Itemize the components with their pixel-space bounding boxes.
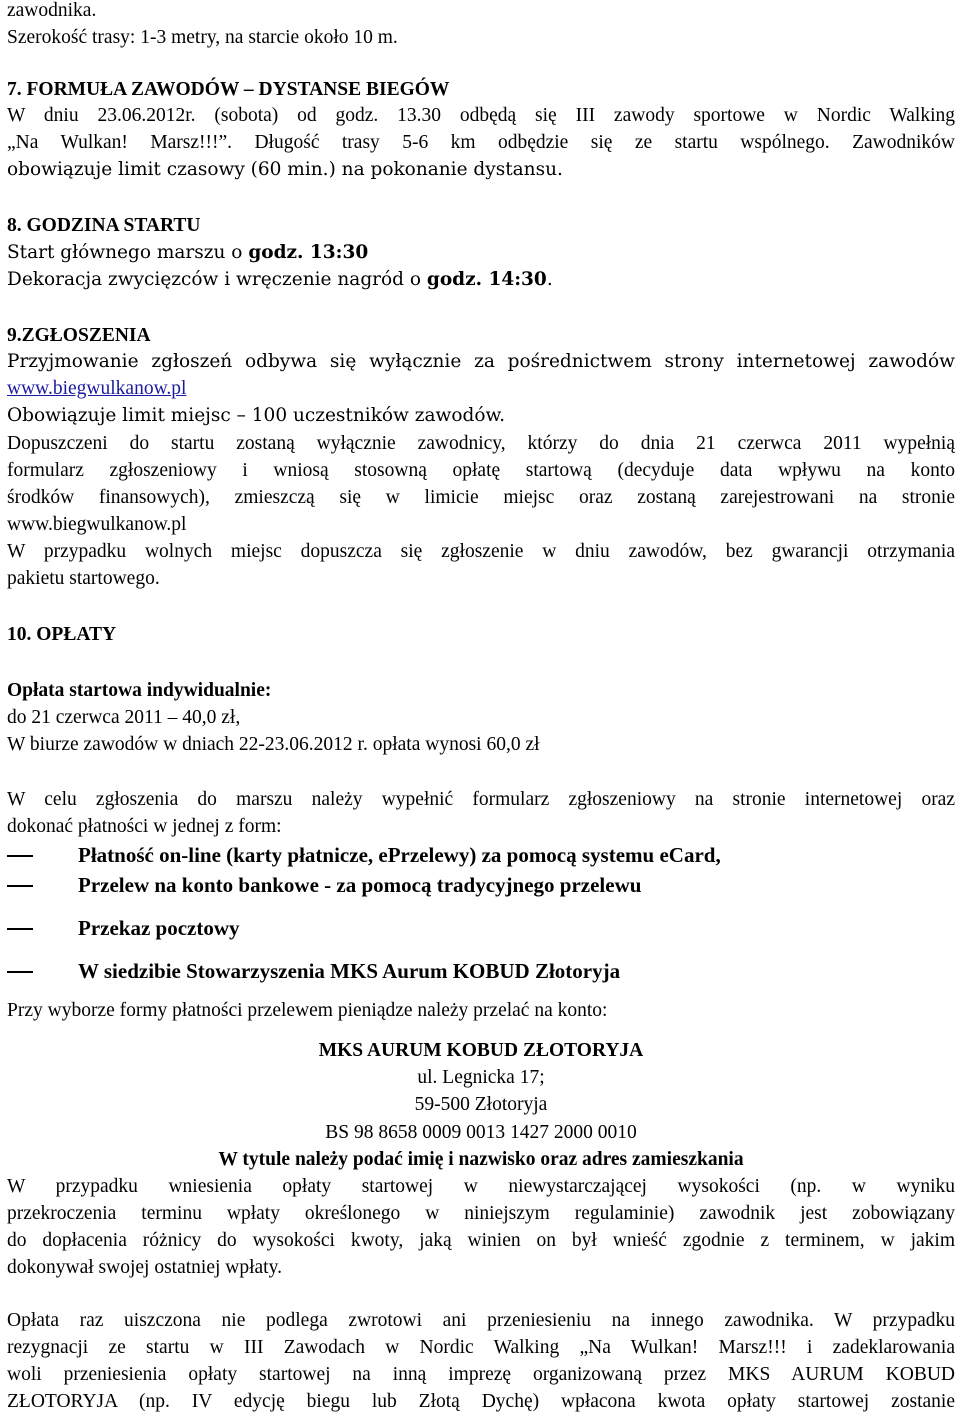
account-city: 59-500 Złotoryja	[414, 1094, 548, 1115]
text-line: Przy wyborze formy płatności przelewem pieniądze należy przelać na konto:	[7, 1000, 608, 1021]
text-line: ZŁOTORYJA (np. IV edycję biegu lub Złotą Dychę) wpłacona kwota opłaty startowej zostanie	[7, 1391, 955, 1412]
text-line: do 21 czerwca 2011 – 40,0 zł,	[7, 707, 241, 728]
section-heading-9: 9.ZGŁOSZENIA	[7, 325, 151, 346]
text-line: Opłata raz uiszczona nie podlega zwrotowi ani przeniesieniu na innego zawodnika. W przypadku	[7, 1310, 955, 1331]
account-number: BS 98 8658 0009 0013 1427 2000 0010	[325, 1122, 637, 1143]
text-line: formularz zgłoszeniowy i wniosą stosowną opłatę startową (decyduje data wpływu na konto	[7, 460, 955, 481]
text-line	[7, 269, 553, 291]
website-text: www.biegwulkanow.pl	[7, 514, 187, 535]
ceremony-time: godz. 14:30	[426, 269, 547, 290]
transfer-title-note: W tytule należy podać imię i nazwisko oraz adres zamieszkania	[218, 1149, 744, 1170]
dash-bullet	[7, 928, 33, 930]
text-line: obowiązuje limit czasowy (60 min.) na pokonanie dystansu.	[7, 159, 563, 180]
text-line: Szerokość trasy: 1-3 metry, na starcie około 10 m.	[7, 27, 398, 48]
text-line: zawodnika.	[7, 0, 97, 21]
start-time: godz. 13:30	[248, 242, 369, 263]
text-line: do dopłacenia różnicy do wysokości kwoty, jaką winien on był wnieść zgodnie z terminem, w jakim	[7, 1230, 955, 1251]
payment-form-label: Przekaz pocztowy	[78, 916, 240, 940]
text-line: pakietu startowego.	[7, 568, 160, 589]
text-span: .	[546, 269, 553, 290]
text-line: środków finansowych), zmieszczą się w limicie miejsc oraz zostaną zarejestrowani na stronie	[7, 487, 955, 508]
website-link[interactable]: www.biegwulkanow.pl	[7, 378, 187, 399]
text-line: dokonywał swojej ostatniej wpłaty.	[7, 1257, 282, 1278]
dash-bullet	[7, 971, 33, 973]
text-line: Przyjmowanie zgłoszeń odbywa się wyłącznie za pośrednictwem strony internetowej zawodów	[7, 351, 955, 372]
text-line: W dniu 23.06.2012r. (sobota) od godz. 13.30 odbędą się III zawody sportowe w Nordic Walking	[7, 105, 955, 126]
text-line: W biurze zawodów w dniach 22-23.06.2012 r. opłata wynosi 60,0 zł	[7, 734, 540, 755]
payment-form-label: W siedzibie Stowarzyszenia MKS Aurum KOBUD Złotoryja	[78, 959, 621, 983]
text-line: Obowiązuje limit miejsc – 100 uczestników zawodów.	[7, 405, 506, 426]
text-line	[7, 242, 368, 264]
account-holder: MKS AURUM KOBUD ZŁOTORYJA	[318, 1040, 644, 1061]
payment-form-label: Płatność on-line (karty płatnicze, ePrzelewy) za pomocą systemu eCard,	[78, 843, 721, 867]
section-heading-10: 10. OPŁATY	[7, 624, 117, 645]
dash-bullet	[7, 855, 33, 857]
payment-form-label: Przelew na konto bankowe - za pomocą tradycyjnego przelewu	[78, 873, 642, 897]
text-line: dokonać płatności w jednej z form:	[7, 816, 282, 837]
text-span: Start głównego marszu o	[7, 242, 249, 263]
section-heading-8: 8. GODZINA STARTU	[7, 215, 201, 236]
text-line: woli przeniesienia opłaty startowej na inną imprezę organizowaną przez MKS AURUM KOBUD	[7, 1364, 955, 1385]
text-line: Dopuszczeni do startu zostaną wyłącznie zawodnicy, którzy do dnia 21 czerwca 2011 wypełnią	[7, 433, 955, 454]
text-line: W przypadku wolnych miejsc dopuszcza się zgłoszenie w dniu zawodów, bez gwarancji otrzymania	[7, 541, 955, 562]
fee-heading: Opłata startowa indywidualnie:	[7, 680, 272, 701]
section-heading-7: 7. FORMUŁA ZAWODÓW – DYSTANSE BIEGÓW	[7, 79, 450, 100]
text-line: rezygnacji ze startu w III Zawodach w Nordic Walking „Na Wulkan! Marsz!!! i zadeklarowania	[7, 1337, 955, 1358]
text-line: „Na Wulkan! Marsz!!!”. Długość trasy 5-6 km odbędzie się ze startu wspólnego. Zawodników	[7, 132, 955, 153]
text-line: W celu zgłoszenia do marszu należy wypełnić formularz zgłoszeniowy na stronie internetowej oraz	[7, 789, 955, 810]
account-street: ul. Legnicka 17;	[417, 1067, 545, 1088]
text-line: W przypadku wniesienia opłaty startowej w niewystarczającej wysokości (np. w wyniku	[7, 1176, 955, 1197]
text-span: Dekoracja zwycięzców i wręczenie nagród o	[7, 269, 427, 290]
dash-bullet	[7, 885, 33, 887]
text-line: przekroczenia terminu wpłaty określonego w niniejszym regulaminie) zawodnik jest zobowiązany	[7, 1203, 955, 1224]
